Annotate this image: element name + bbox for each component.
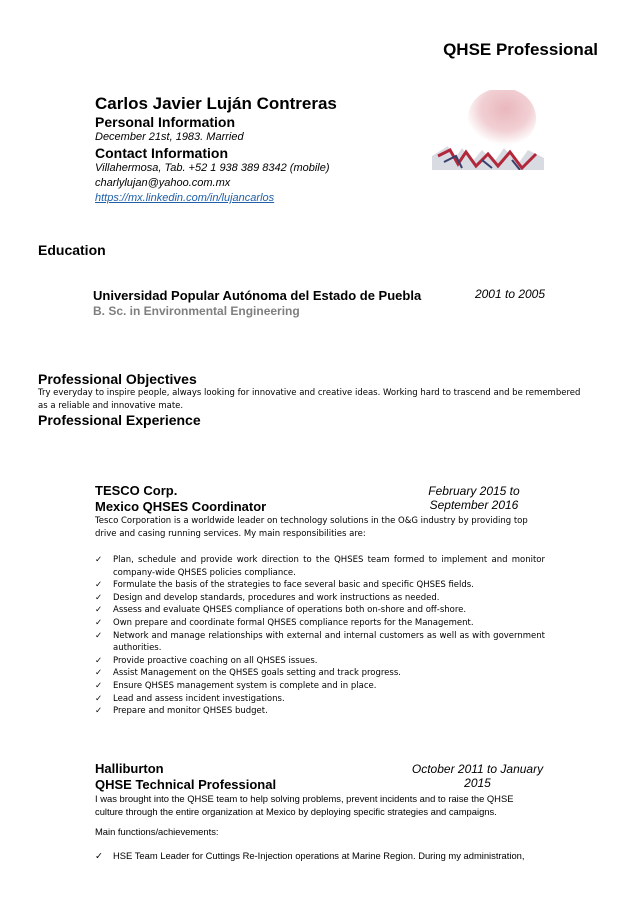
list-item <box>95 630 545 655</box>
list-item-text: Network and manage relationships with external and internal customers as well as with government authorities. <box>113 630 545 654</box>
list-item <box>95 592 545 605</box>
check-icon: ✓ <box>95 680 103 691</box>
check-icon: ✓ <box>95 555 103 565</box>
objectives-line: Try everyday to inspire people, always looking for innovative and creative ideas. Working hard to trascend and be remembered <box>38 388 581 398</box>
personal-info-line: December 21st, 1983. Married <box>95 131 244 143</box>
list-item-text: Assess and evaluate QHSES compliance of operations both on-shore and off-shore. <box>113 605 467 616</box>
list-item-text: Provide proactive coaching on all QHSES issues. <box>113 655 318 666</box>
list-item <box>95 655 545 668</box>
job-title: QHSE Technical Professional <box>95 777 277 792</box>
check-icon: ✓ <box>95 617 103 628</box>
personal-info-heading: Personal Information <box>95 114 236 130</box>
list-item <box>95 604 545 617</box>
objectives-line: as a reliable and innovative mate. <box>38 400 184 411</box>
document-title: QHSE Professional <box>443 40 598 59</box>
list-item-text: Ensure QHSES management system is complete and in place. <box>113 680 377 691</box>
university-name: Universidad Popular Autónoma del Estado de Puebla <box>93 288 422 303</box>
check-icon: ✓ <box>95 693 103 704</box>
check-icon: ✓ <box>95 605 103 616</box>
list-item-text: Lead and assess incident investigations. <box>113 693 285 704</box>
check-icon: ✓ <box>95 580 103 591</box>
list-item-text: Assist Management on the QHSES goals setting and track progress. <box>113 668 401 679</box>
linkedin-link[interactable]: https://mx.linkedin.com/in/lujancarlos <box>95 192 275 204</box>
list-item <box>95 617 545 630</box>
profile-photo <box>432 90 544 170</box>
job-intro-line: Tesco Corporation is a worldwide leader on technology solutions in the O&G industry by providing top <box>95 516 528 526</box>
job-dates <box>418 484 530 512</box>
list-item <box>95 579 545 592</box>
job-responsibilities-list <box>95 554 545 718</box>
list-item-text: Own prepare and coordinate formal QHSES compliance reports for the Management. <box>113 617 474 628</box>
check-icon: ✓ <box>95 592 103 603</box>
list-item <box>95 667 545 680</box>
experience-heading: Professional Experience <box>38 412 201 428</box>
education-dates: 2001 to 2005 <box>474 287 546 301</box>
list-item <box>95 705 545 718</box>
check-icon: ✓ <box>95 668 103 679</box>
job-date-start: October 2011 to January <box>411 762 544 776</box>
list-item <box>95 554 545 579</box>
profile-photo-image <box>432 90 544 170</box>
objectives-heading: Professional Objectives <box>38 371 197 387</box>
list-item-text: Design and develop standards, procedures and work instructions as needed. <box>113 592 440 603</box>
check-icon: ✓ <box>95 655 103 666</box>
job-intro-line: drive and casing running services. My main responsibilities are: <box>95 528 366 539</box>
job-date-start: February 2015 to <box>428 484 520 498</box>
objectives-text <box>38 387 603 412</box>
job-intro-line: culture through the entire organization at Mexico by deploying specific strategies and campaigns. <box>95 805 497 817</box>
list-item-text: Plan, schedule and provide work direction to the QHSES team formed to implement and monitor company-wide QHSES policies compliance. <box>113 555 545 578</box>
job-achievements-list <box>95 850 545 863</box>
contact-address-phone: Villahermosa, Tab. +52 1 938 389 8342 (mobile) <box>95 162 330 174</box>
contact-email: charlylujan@yahoo.com.mx <box>95 177 231 189</box>
list-item-text: Prepare and monitor QHSES budget. <box>113 706 268 717</box>
check-icon: ✓ <box>95 706 103 717</box>
candidate-name: Carlos Javier Luján Contreras <box>95 94 337 113</box>
list-item <box>95 693 545 706</box>
check-icon: ✓ <box>95 850 103 861</box>
degree-name: B. Sc. in Environmental Engineering <box>93 304 300 318</box>
job-dates <box>405 762 550 790</box>
education-heading: Education <box>38 242 106 258</box>
job-functions-label: Main functions/achievements: <box>95 826 219 837</box>
contact-info-heading: Contact Information <box>95 145 228 161</box>
job-date-end: 2015 <box>464 776 491 790</box>
job-intro-line: I was brought into the QHSE team to help solving problems, prevent incidents and to raise the QHSE <box>95 793 514 804</box>
job-company: TESCO Corp. <box>95 483 178 498</box>
job-title: Mexico QHSES Coordinator <box>95 499 267 514</box>
list-item-text: HSE Team Leader for Cuttings Re-Injection operations at Marine Region. During my administration, <box>113 850 525 861</box>
check-icon: ✓ <box>95 630 103 641</box>
job-date-end: September 2016 <box>429 498 519 512</box>
list-item <box>95 680 545 693</box>
list-item <box>95 850 545 863</box>
list-item-text: Formulate the basis of the strategies to face several basic and specific QHSES fields. <box>113 580 474 591</box>
job-intro <box>95 793 555 818</box>
job-company: Halliburton <box>95 761 164 776</box>
job-intro <box>95 515 555 540</box>
